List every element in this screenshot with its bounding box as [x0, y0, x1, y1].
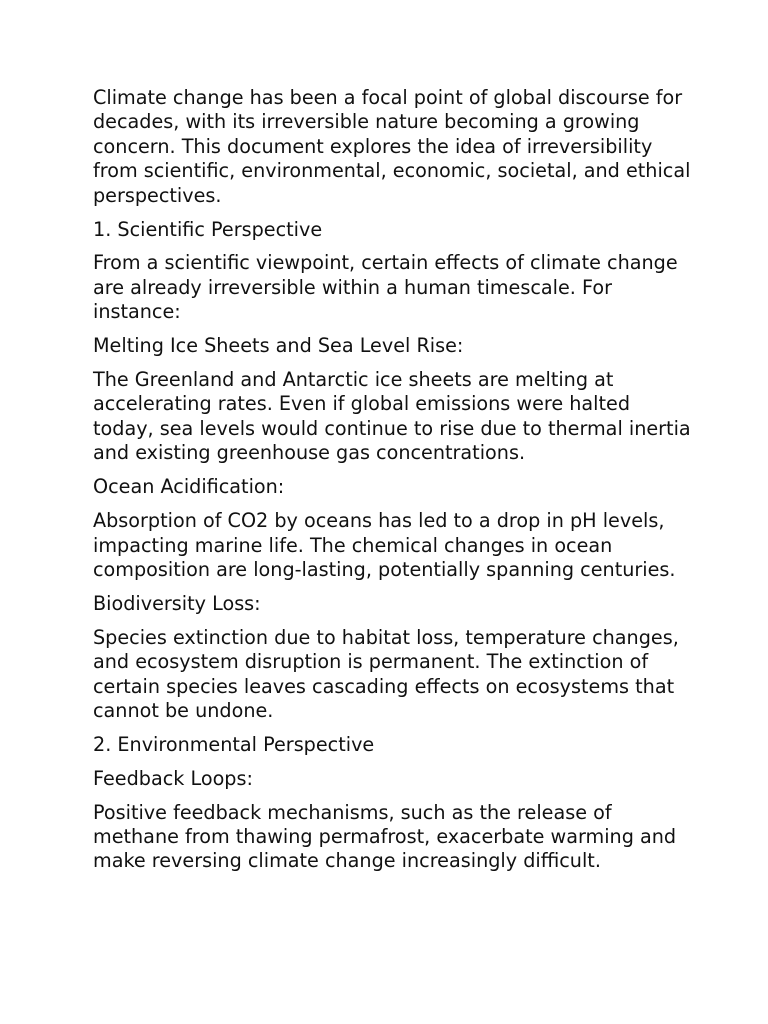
- feedback-loops-paragraph: Positive feedback mechanisms, such as the release of methane from thawing permafrost, exacerbate warming and make reversing climate change increasingly difficult.: [93, 800, 677, 873]
- section-1-intro-paragraph: From a scientific viewpoint, certain effects of climate change are already irreversible within a human timescale. For instance:: [93, 251, 678, 324]
- biodiversity-loss-heading: Biodiversity Loss:: [93, 591, 261, 615]
- biodiversity-loss-paragraph: Species extinction due to habitat loss, temperature changes, and ecosystem disruption is permanent. The extinction of certain species leaves cascading effects on ecosystems that cannot be undone.: [93, 625, 679, 722]
- feedback-loops-heading: Feedback Loops:: [93, 766, 253, 790]
- document-page: [93, 86, 693, 883]
- section-2-heading: 2. Environmental Perspective: [93, 732, 375, 756]
- section-1-heading: 1. Scientific Perspective: [93, 217, 323, 241]
- ocean-acidification-heading: Ocean Acidification:: [93, 475, 285, 499]
- ice-sheets-paragraph: The Greenland and Antarctic ice sheets are melting at accelerating rates. Even if global emissions were halted today, sea levels would continue to rise due to thermal inertia and existing greenhouse gas concentrations.: [93, 368, 691, 465]
- ice-sheets-heading: Melting Ice Sheets and Sea Level Rise:: [93, 334, 464, 358]
- intro-paragraph: Climate change has been a focal point of global discourse for decades, with its irreversible nature becoming a growing concern. This document explores the idea of irreversibility from scientific, environmental, economic, societal, and ethical perspectives.: [93, 86, 691, 207]
- ocean-acidification-paragraph: Absorption of CO2 by oceans has led to a drop in pH levels, impacting marine life. The chemical changes in ocean composition are long-lasting, potentially spanning centuries.: [93, 509, 676, 581]
